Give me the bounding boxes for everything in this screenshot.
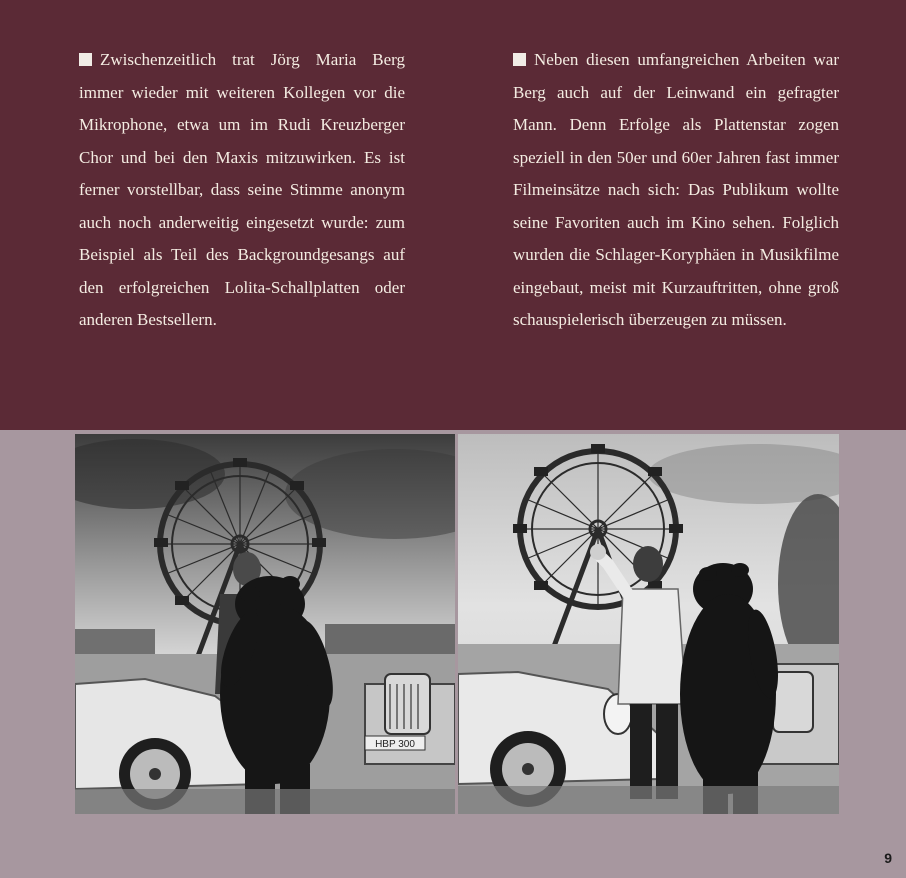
paragraph-left [79, 44, 405, 337]
photo-right [458, 434, 839, 814]
paragraph-right [513, 44, 839, 337]
paragraph-right-text: Neben diesen umfangreichen Arbeiten war Berg auch auf der Leinwand ein gefragter Mann. Denn Erfolge als Plattenstar zogen speziell in den 50er und 60er Jahren fast immer Filmeinsätze nach sich: Das Publikum wollte seine Favoriten auch im Kino sehen. Folglich wurden die Schlager-Koryphäen in Musikfilme eingebaut, meist mit Kurzauftritten, ohne groß schauspielerisch überzeugen zu müssen. [513, 50, 839, 329]
photo-left-image [75, 434, 455, 814]
license-plate-text: HBP 300 [375, 739, 415, 750]
square-bullet-icon [79, 53, 92, 66]
text-column-right [513, 44, 839, 337]
photo-left [75, 434, 455, 814]
square-bullet-icon [513, 53, 526, 66]
text-band [0, 0, 906, 430]
page-number: 9 [884, 850, 892, 866]
paragraph-left-text: Zwischenzeitlich trat Jörg Maria Berg immer wieder mit weiteren Kollegen vor die Mikrophone, etwa um im Rudi Kreuzberger Chor und bei den Maxis mitzuwirken. Es ist ferner vorstellbar, dass seine Stimme anonym auch noch anderweitig eingesetzt wurde: zum Beispiel als Teil des Backgroundgesangs auf den erfolgreichen Lolita-Schallplatten oder anderen Bestsellern. [79, 50, 405, 329]
photo-right-image [458, 434, 839, 814]
text-column-left [79, 44, 405, 337]
